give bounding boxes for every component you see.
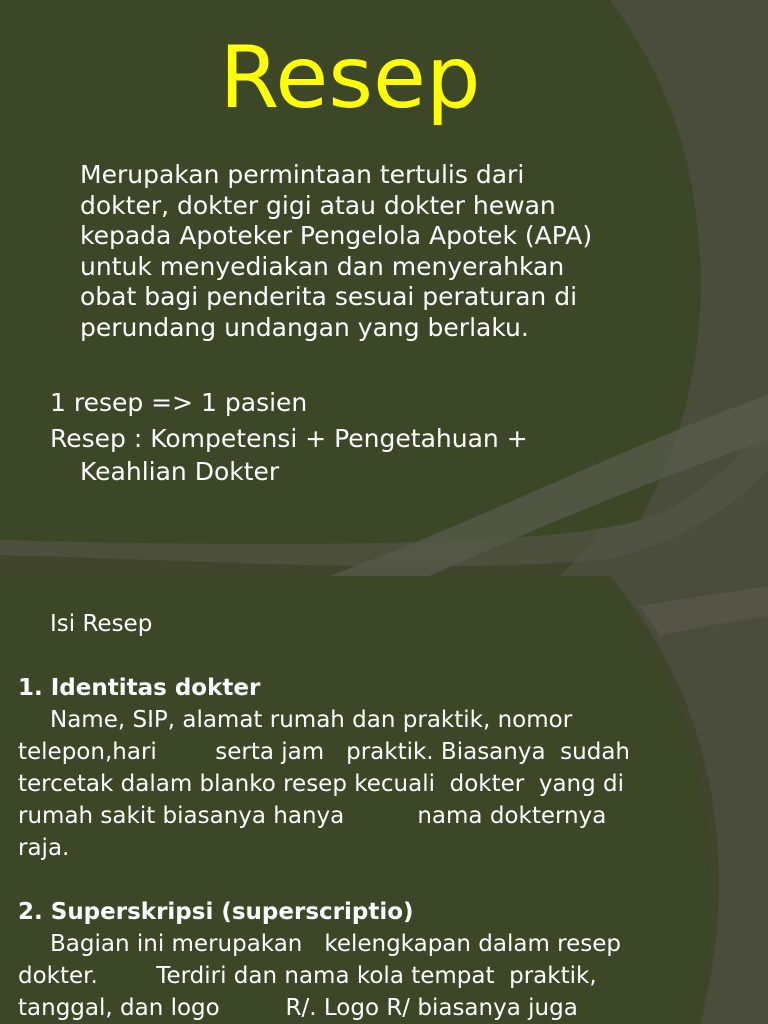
section-1-line: rumah sakit biasanya hanya nama dokternya bbox=[18, 803, 607, 829]
bullet-line: Resep : Kompetensi + Pengetahuan + bbox=[50, 424, 528, 453]
section-1-line: tercetak dalam blanko resep kecuali dokter yang di bbox=[18, 771, 625, 797]
section-2-title: 2. Superskripsi (superscriptio) bbox=[18, 899, 414, 925]
slide-title: Resep bbox=[219, 28, 481, 128]
paragraph-line: obat bagi penderita sesuai peraturan di bbox=[80, 282, 578, 311]
paragraph-line: perundang undangan yang berlaku. bbox=[80, 312, 529, 342]
definition-paragraph bbox=[80, 160, 700, 343]
paragraph-line: dokter, dokter gigi atau dokter hewan bbox=[80, 190, 556, 220]
isi-resep-heading: Isi Resep bbox=[50, 611, 153, 637]
section-1-line: telepon,hari serta jam praktik. Biasanya sudah bbox=[18, 739, 631, 765]
section-1-line: Name, SIP, alamat rumah dan praktik, nomor bbox=[50, 707, 573, 733]
paragraph-line: Merupakan permintaan tertulis dari bbox=[80, 160, 525, 189]
paragraph-line: untuk menyediakan dan menyerahkan bbox=[80, 251, 565, 281]
paragraph-line: kepada Apoteker Pengelola Apotek (APA) bbox=[80, 221, 593, 250]
section-2-line: tanggal, dan logo R/. Logo R/ biasanya juga bbox=[18, 995, 578, 1021]
section-1-line: raja. bbox=[18, 835, 70, 861]
section-2-line: dokter. Terdiri dan nama kola tempat praktik, bbox=[18, 963, 597, 989]
bullet-recipe-formula bbox=[50, 422, 690, 488]
section-2-line: Bagian ini merupakan kelengkapan dalam resep bbox=[50, 931, 622, 957]
slide-2 bbox=[0, 576, 768, 1024]
section-1-title: 1. Identitas dokter bbox=[18, 675, 261, 701]
bullet-line: Keahlian Dokter bbox=[80, 457, 280, 486]
bullet-one-recipe-one-patient: 1 resep => 1 pasien bbox=[50, 388, 308, 417]
